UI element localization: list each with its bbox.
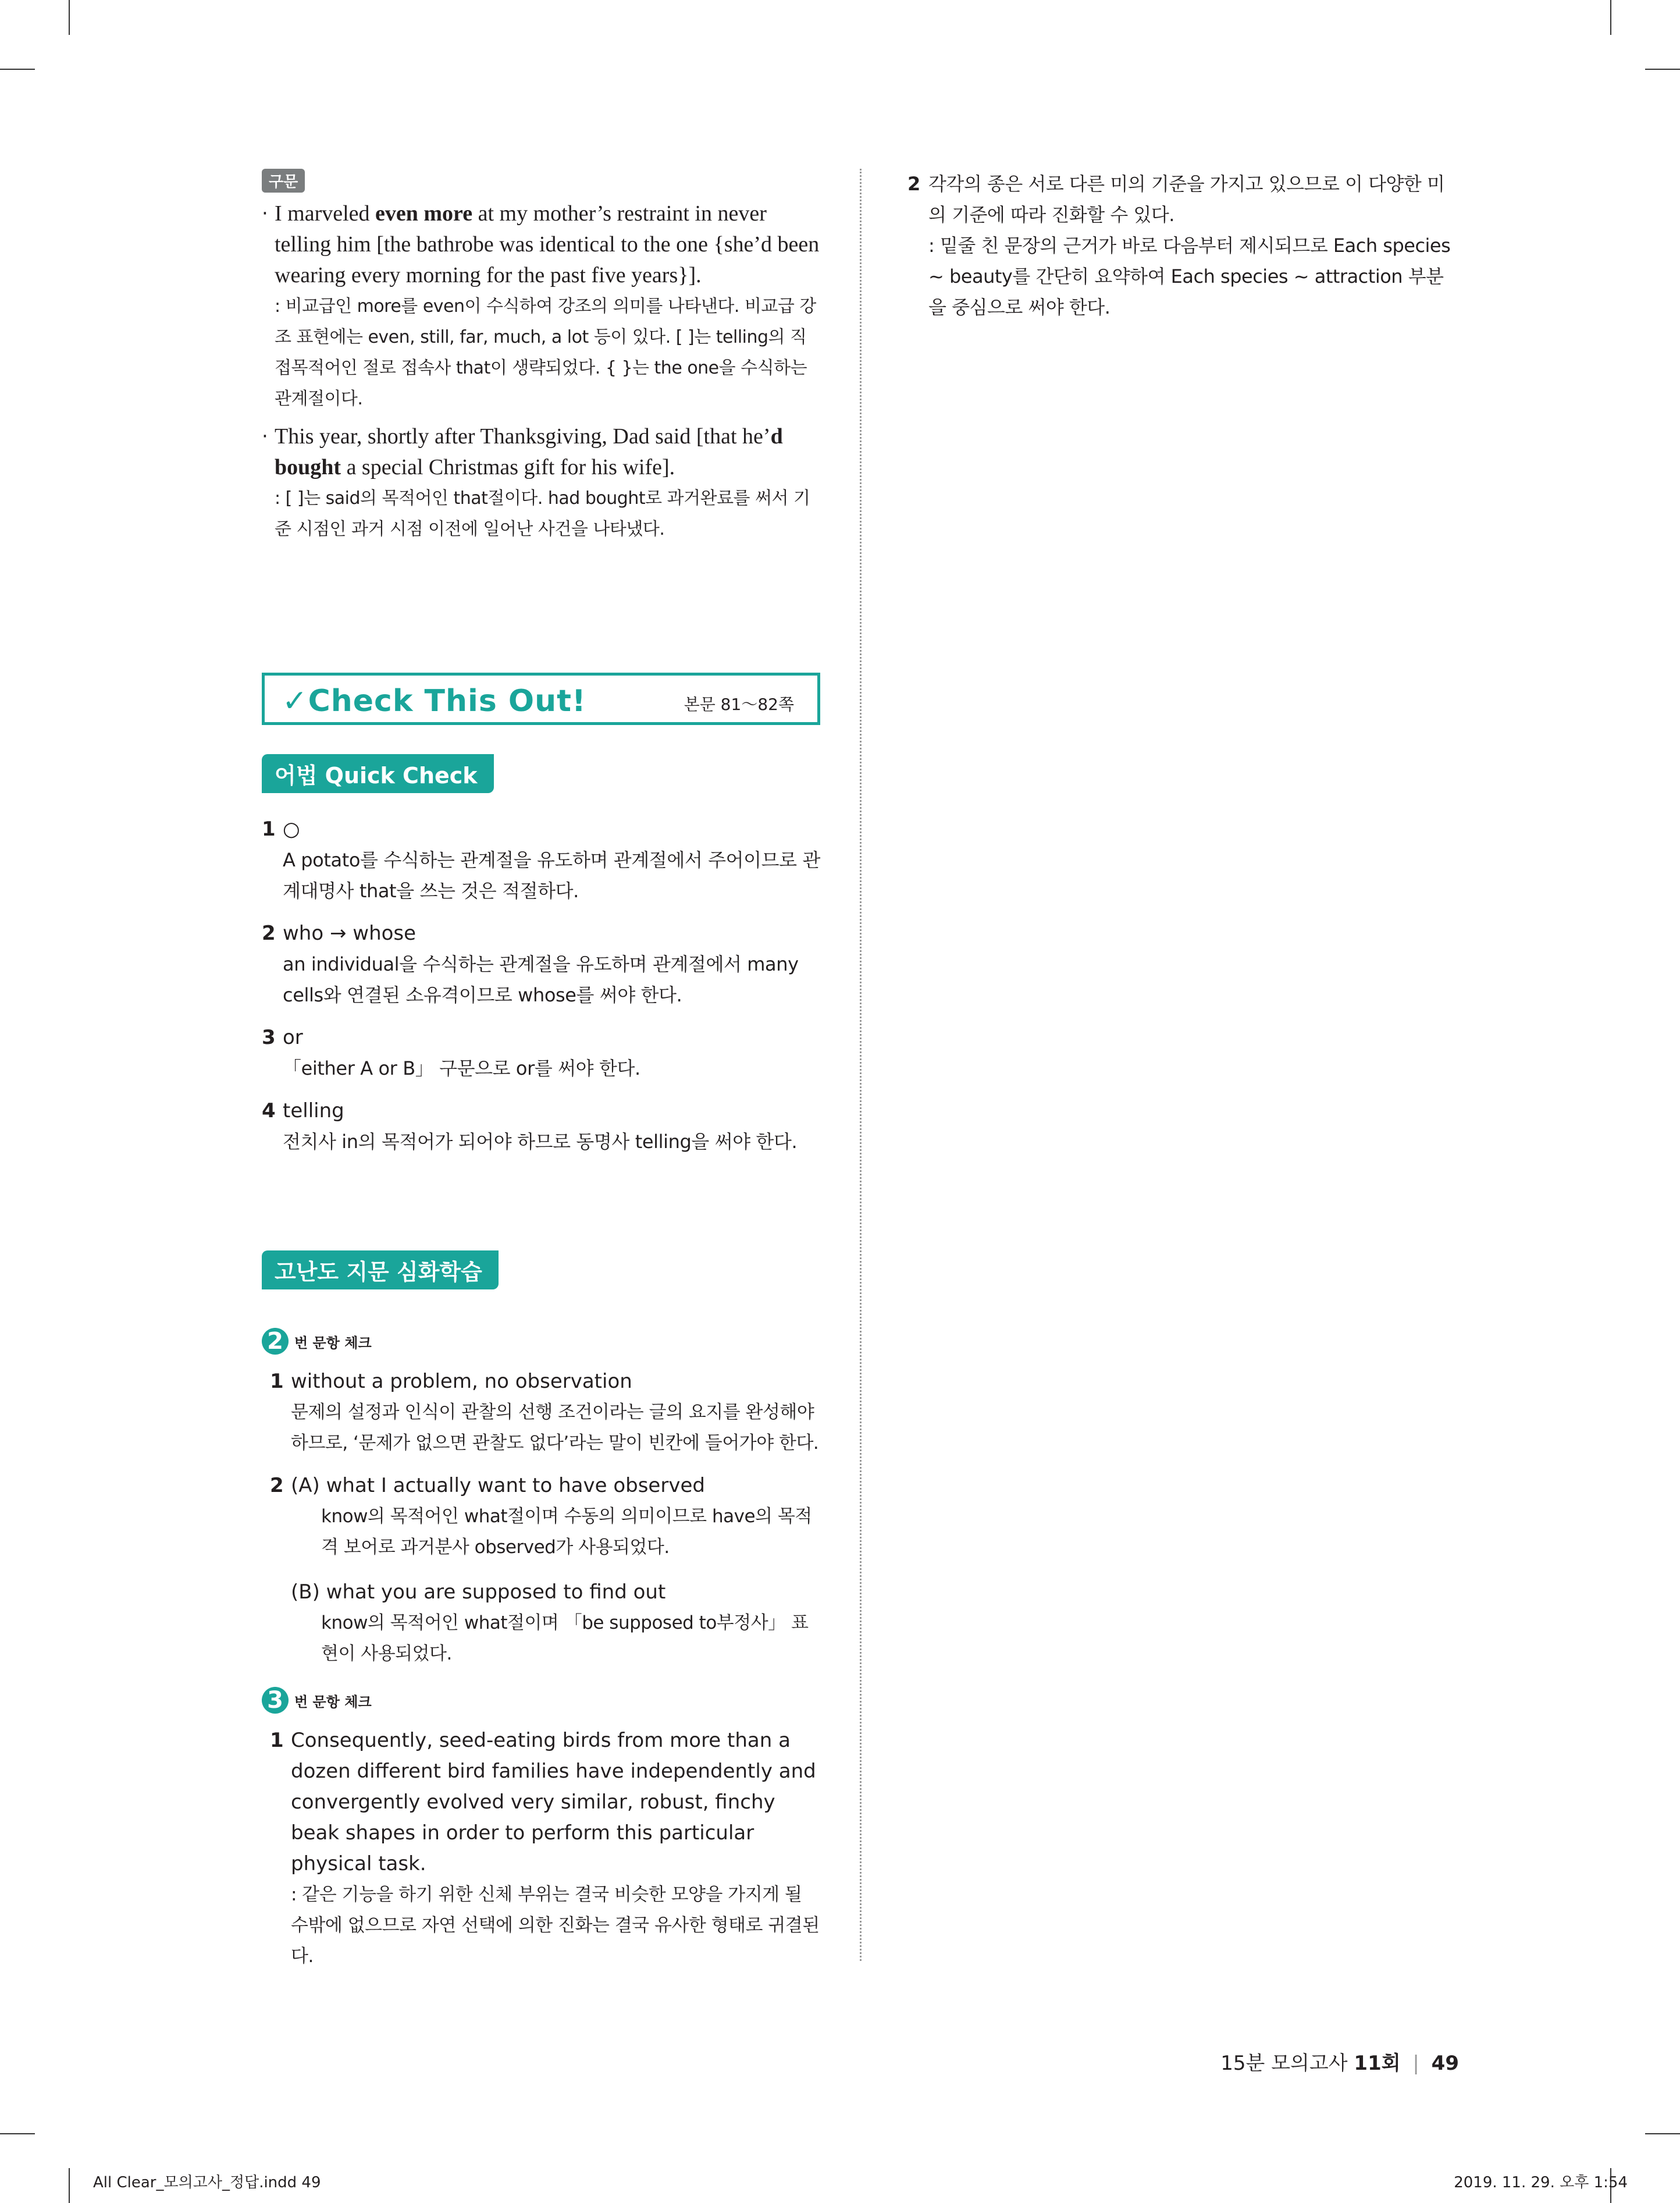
page-reference: 본문 81～82쪽 [684, 695, 794, 714]
explanation: 「either A or B」 구문으로 or를 써야 한다. [283, 1057, 640, 1079]
answer: who → whose [283, 922, 417, 945]
column-divider [860, 169, 862, 1961]
answer: telling [283, 1099, 344, 1122]
crop-mark [69, 0, 70, 35]
answer: (B) what you are supposed to find out [291, 1580, 666, 1604]
page-footer: 15분 모의고사 11회 | 49 [1220, 2052, 1459, 2075]
answer: or [283, 1026, 303, 1049]
question-number-badge: 2 [262, 1328, 289, 1355]
answer: Consequently, seed-eating birds from more than a dozen different bird families have independently and convergently evolved very similar, robust, finchy beak shapes in order to perform this particular physical task. [291, 1729, 816, 1875]
left-column [262, 169, 820, 1984]
explanation: know의 목적어인 what절이며 「be supposed to부정사」 표현이 사용되었다. [321, 1612, 809, 1664]
question-2-header [262, 1328, 820, 1355]
answer: ○ [283, 818, 300, 841]
question-3-header [262, 1687, 820, 1714]
crop-mark [1645, 2133, 1680, 2134]
crop-mark [1610, 0, 1611, 35]
explanation: know의 목적어인 what절이며 수동의 의미이므로 have의 목적격 보어로 과거분사 observed가 사용되었다. [321, 1506, 812, 1558]
crop-mark [69, 2168, 70, 2203]
explanation: : 같은 기능을 하기 위한 신체 부위는 결국 비슷한 모양을 가지게 될 수밖에 없으므로 자연 선택에 의한 진화는 결국 유사한 형태로 귀결된다. [291, 1884, 820, 1967]
syntax-item [262, 421, 820, 545]
syntax-explanation: : 비교급인 more를 even이 수식하여 강조의 의미를 나타낸다. 비교급 강조 표현에는 even, still, far, much, a lot 등이 있다. [ ]는 telling의 직접목적어인 절로 접속사 that이 생략되었다. { }는 the one을 수식하는 관계절이다. [275, 296, 816, 409]
quick-check-item: 1 ○ A potato를 수식하는 관계절을 유도하며 관계절에서 주어이므로 관계대명사 that을 쓰는 것은 적절하다. [262, 814, 820, 907]
deep-item: 1 without a problem, no observation 문제의 설정과 인식이 관찰의 선행 조건이라는 글의 요지를 완성해야 하므로, ‘문제가 없으면 관찰도 없다’라는 말이 빈칸에 들어가야 한다. [262, 1366, 820, 1459]
deep-item: 1 Consequently, seed-eating birds from more than a dozen different bird families have independently and convergently evolved very similar, robust, finchy beak shapes in order to perform this particular physical task. : 같은 기능을 하기 위한 신체 부위는 결국 비슷한 모양을 가지게 될 수밖에 없으므로 자연 선택에 의한 진화는 결국 유사한 형태로 귀결된다. [262, 1725, 820, 1972]
syntax-tag: 구문 [262, 169, 305, 193]
check-this-out-box [262, 673, 820, 725]
right-column [907, 169, 1460, 323]
question-check-label: 번 문항 체크 [294, 1334, 372, 1351]
explanation: 전치사 in의 목적어가 되어야 하므로 동명사 telling을 써야 한다. [283, 1131, 798, 1153]
grammar-quick-check-tag: 어법 Quick Check [262, 754, 494, 793]
answer: 각각의 종은 서로 다른 미의 기준을 가지고 있으므로 이 다양한 미의 기준에 따라 진화할 수 있다. [928, 173, 1445, 226]
bullet-icon: · [262, 425, 268, 448]
quick-check-item: 3 or 「either A or B」 구문으로 or를 써야 한다. [262, 1022, 820, 1084]
answer: (A) what I actually want to have observed [291, 1474, 705, 1497]
question-check-label: 번 문항 체크 [294, 1693, 372, 1710]
crop-mark [1645, 69, 1680, 70]
crop-mark [0, 2133, 35, 2134]
check-title: ✓Check This Out! [282, 684, 586, 719]
answer: without a problem, no observation [291, 1370, 632, 1393]
page-number: 49 [1431, 2052, 1459, 2075]
syntax-sentence: I marveled even more at my mother’s restraint in never telling him [the bathrobe was identical to the one {she’d been wearing every morning for the past five years}]. [275, 201, 820, 287]
quick-check-item: 4 telling 전치사 in의 목적어가 되어야 하므로 동명사 telling을 써야 한다. [262, 1096, 820, 1157]
question-number-badge: 3 [262, 1687, 289, 1714]
bullet-icon: · [262, 202, 268, 225]
syntax-sentence: This year, shortly after Thanksgiving, Dad said [that he’d bought a special Christmas gift for his wife]. [275, 424, 783, 479]
syntax-item [262, 198, 820, 414]
crop-mark [0, 69, 35, 70]
right-item: 2 각각의 종은 서로 다른 미의 기준을 가지고 있으므로 이 다양한 미의 기준에 따라 진화할 수 있다. : 밑줄 친 문장의 근거가 바로 다음부터 제시되므로 Each species ~ beauty를 간단히 요약하여 Each species ~ attraction 부분을 중심으로 써야 한다. [907, 169, 1460, 323]
explanation: an individual을 수식하는 관계절을 유도하며 관계절에서 many cells와 연결된 소유격이므로 whose를 써야 한다. [283, 953, 799, 1006]
deep-item: 2 (A) what I actually want to have observed know의 목적어인 what절이며 수동의 의미이므로 have의 목적격 보어로 과거분사 observed가 사용되었다. (B) what you are supposed to find out know의 목적어인 what절이며 「be supposed to부정사」 표현이 사용되었다. [262, 1470, 820, 1669]
explanation: 문제의 설정과 인식이 관찰의 선행 조건이라는 글의 요지를 완성해야 하므로, ‘문제가 없으면 관찰도 없다’라는 말이 빈칸에 들어가야 한다. [291, 1402, 819, 1454]
deep-study-tag: 고난도 지문 심화학습 [262, 1250, 499, 1289]
quick-check-item: 2 who → whose an individual을 수식하는 관계절을 유도하며 관계절에서 many cells와 연결된 소유격이므로 whose를 써야 한다. [262, 918, 820, 1011]
syntax-explanation: : [ ]는 said의 목적어인 that절이다. had bought로 과거완료를 써서 기준 시점인 과거 시점 이전에 일어난 사건을 나타냈다. [275, 488, 810, 539]
explanation: A potato를 수식하는 관계절을 유도하며 관계절에서 주어이므로 관계대명사 that을 쓰는 것은 적절하다. [283, 849, 820, 902]
explanation: : 밑줄 친 문장의 근거가 바로 다음부터 제시되므로 Each species ~ beauty를 간단히 요약하여 Each species ~ attraction 부분을 중심으로 써야 한다. [928, 234, 1451, 318]
date-slug: 2019. 11. 29. 오후 1:54 [1454, 2174, 1628, 2191]
file-slug: All Clear_모의고사_정답.indd 49 [93, 2174, 321, 2191]
